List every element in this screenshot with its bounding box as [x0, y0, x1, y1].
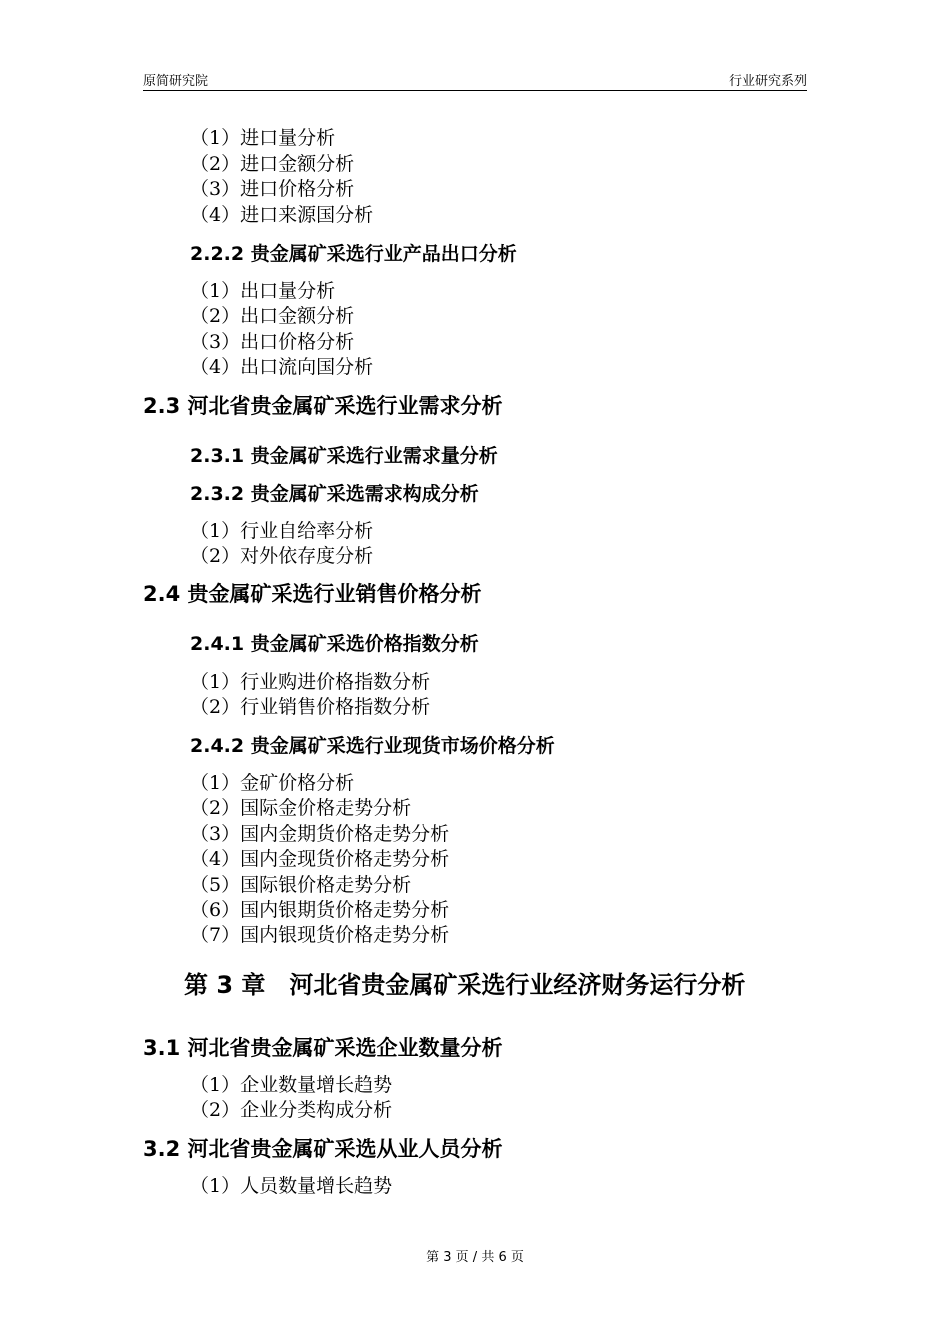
- toc-section: 2.4 贵金属矿采选行业销售价格分析: [143, 582, 482, 606]
- toc-subsection: 2.3.1 贵金属矿采选行业需求量分析: [190, 445, 498, 467]
- toc-subsection: 2.2.2 贵金属矿采选行业产品出口分析: [190, 243, 517, 265]
- toc-item: （4）出口流向国分析: [190, 356, 374, 378]
- toc-item: （6）国内银期货价格走势分析: [190, 899, 450, 921]
- toc-item: （5）国际银价格走势分析: [190, 874, 412, 896]
- toc-section: 3.1 河北省贵金属矿采选企业数量分析: [143, 1036, 503, 1060]
- toc-item: （3）出口价格分析: [190, 331, 355, 353]
- toc-item: （2）行业销售价格指数分析: [190, 696, 431, 718]
- toc-section: 2.3 河北省贵金属矿采选行业需求分析: [143, 394, 503, 418]
- header-series-name: 行业研究系列: [728, 74, 807, 89]
- header-org-name: 原简研究院: [143, 74, 209, 89]
- toc-item: （1）行业自给率分析: [190, 520, 374, 542]
- toc-item: （1）企业数量增长趋势: [190, 1074, 393, 1096]
- toc-item: （1）金矿价格分析: [190, 772, 355, 794]
- toc-item: （1）进口量分析: [190, 127, 336, 149]
- toc-item: （2）国际金价格走势分析: [190, 797, 412, 819]
- toc-item: （1）人员数量增长趋势: [190, 1175, 393, 1197]
- toc-item: （4）进口来源国分析: [190, 204, 374, 226]
- toc-item: （3）国内金期货价格走势分析: [190, 823, 450, 845]
- toc-subsection: 2.4.2 贵金属矿采选行业现货市场价格分析: [190, 735, 555, 757]
- toc-subsection: 2.3.2 贵金属矿采选需求构成分析: [190, 483, 479, 505]
- toc-subsection: 2.4.1 贵金属矿采选价格指数分析: [190, 633, 479, 655]
- toc-item: （1）出口量分析: [190, 280, 336, 302]
- page-number-label: 第 3 页 / 共 6 页: [426, 1250, 524, 1265]
- page-header: [143, 68, 807, 91]
- toc-item: （7）国内银现货价格走势分析: [190, 924, 450, 946]
- toc-item: （2）企业分类构成分析: [190, 1099, 393, 1121]
- toc-item: （2）出口金额分析: [190, 305, 355, 327]
- toc-item: （4）国内金现货价格走势分析: [190, 848, 450, 870]
- toc-item: （2）进口金额分析: [190, 153, 355, 175]
- toc-chapter: 第 3 章 河北省贵金属矿采选行业经济财务运行分析: [184, 971, 746, 999]
- toc-item: （2）对外依存度分析: [190, 545, 374, 567]
- toc-item: （1）行业购进价格指数分析: [190, 671, 431, 693]
- toc-section: 3.2 河北省贵金属矿采选从业人员分析: [143, 1137, 503, 1161]
- toc-item: （3）进口价格分析: [190, 178, 355, 200]
- page-footer: [0, 1246, 950, 1265]
